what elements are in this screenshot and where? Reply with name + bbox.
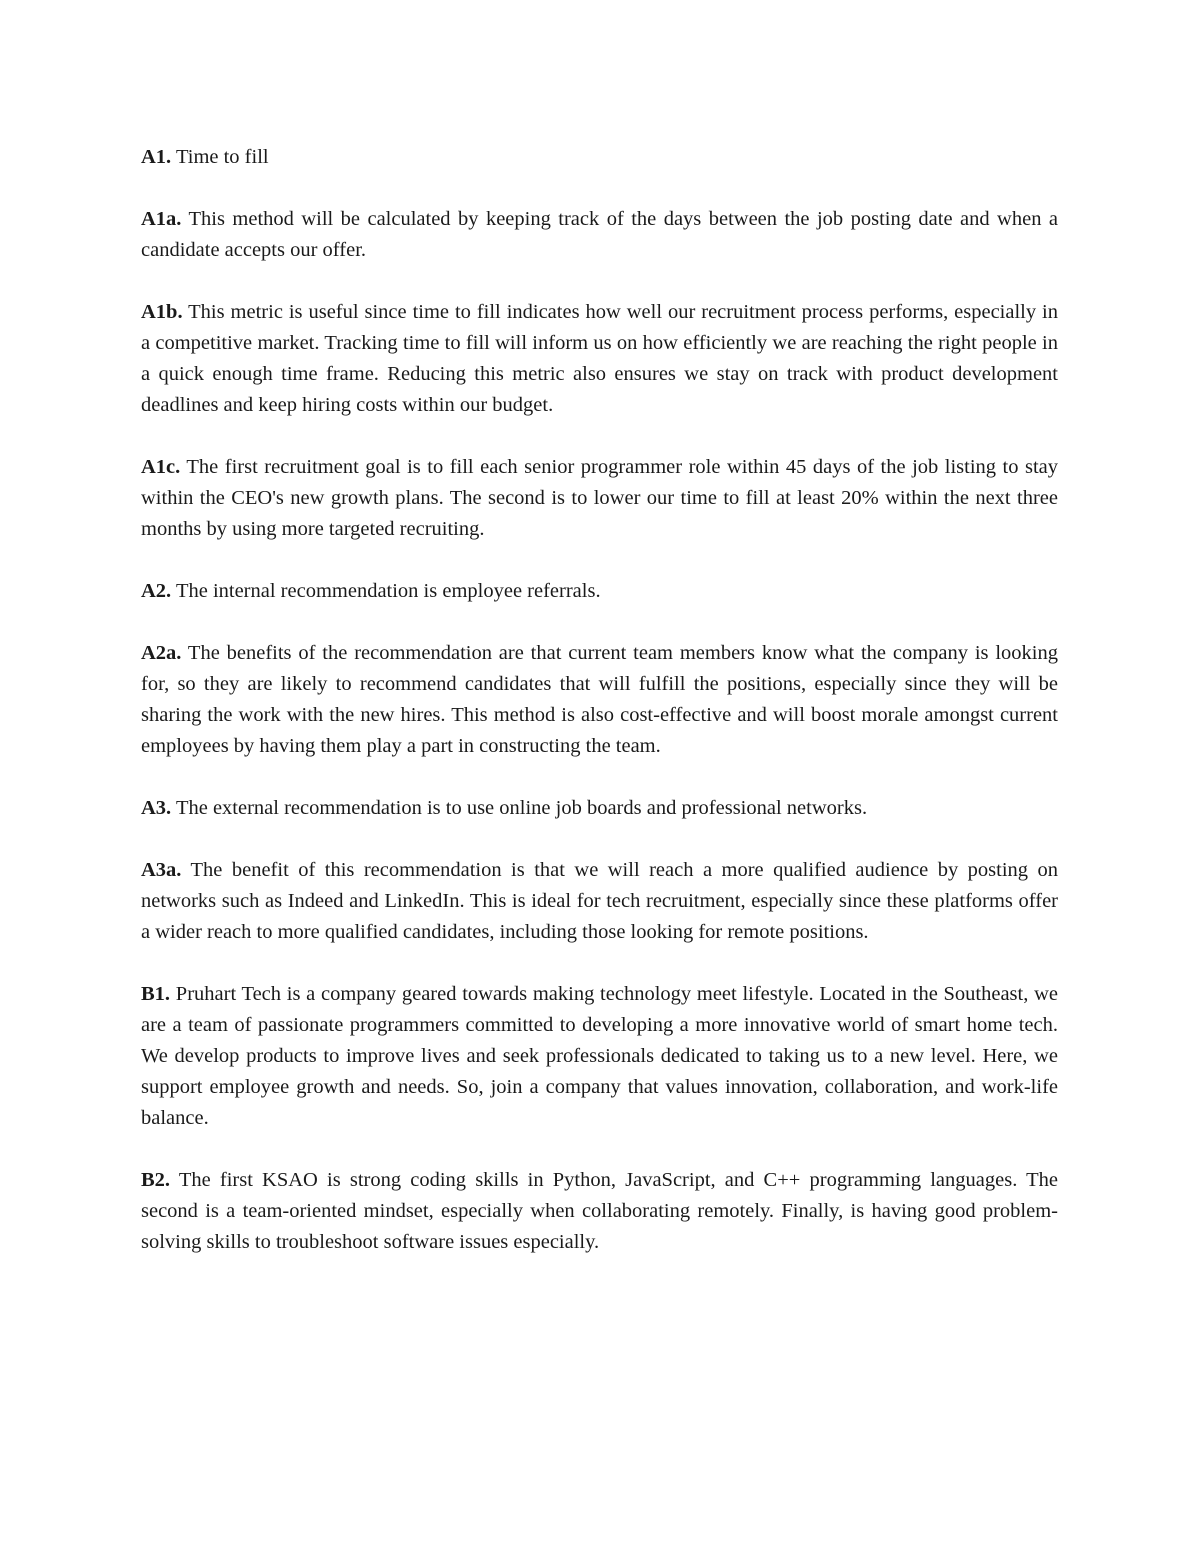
paragraph-b2 bbox=[141, 1165, 1058, 1258]
paragraph-a3a bbox=[141, 855, 1058, 948]
paragraph-label: B1. bbox=[141, 983, 171, 1005]
paragraph-text: The benefit of this recommendation is that we will reach a more qualified audience by posting on networks such as Indeed and LinkedIn. This is ideal for tech recruitment, especially since these platforms offer a wider reach to more qualified candidates, including those looking for remote positions. bbox=[141, 859, 1058, 943]
paragraph-label: A2. bbox=[141, 580, 172, 602]
paragraph-text: The first recruitment goal is to fill each senior programmer role within 45 days of the job listing to stay within the CEO's new growth plans. The second is to lower our time to fill at least 20% within the next three months by using more targeted recruiting. bbox=[141, 456, 1058, 540]
paragraph-text: This method will be calculated by keeping track of the days between the job posting date and when a candidate accepts our offer. bbox=[141, 208, 1058, 261]
paragraph-label: A1a. bbox=[141, 208, 182, 230]
paragraph-a1c bbox=[141, 452, 1058, 545]
paragraph-a1 bbox=[141, 142, 1058, 173]
paragraph-text: This metric is useful since time to fill indicates how well our recruitment process performs, especially in a competitive market. Tracking time to fill will inform us on how efficiently we are reaching the right people in a quick enough time frame. Reducing this metric also ensures we stay on track with product development deadlines and keep hiring costs within our budget. bbox=[141, 301, 1058, 416]
paragraph-label: A1c. bbox=[141, 456, 181, 478]
paragraph-text: Time to fill bbox=[171, 146, 269, 168]
paragraph-a2 bbox=[141, 576, 1058, 607]
paragraph-text: The first KSAO is strong coding skills in Python, JavaScript, and C++ programming languages. The second is a team-oriented mindset, especially when collaborating remotely. Finally, is having good problem-solving skills to troubleshoot software issues especially. bbox=[141, 1169, 1058, 1253]
paragraph-a3 bbox=[141, 793, 1058, 824]
paragraph-a2a bbox=[141, 638, 1058, 762]
paragraph-text: The external recommendation is to use online job boards and professional networks. bbox=[171, 797, 868, 819]
paragraph-text: The benefits of the recommendation are that current team members know what the company is looking for, so they are likely to recommend candidates that will fulfill the positions, especially since they will be sharing the work with the new hires. This method is also cost-effective and will boost morale amongst current employees by having them play a part in constructing the team. bbox=[141, 642, 1058, 757]
paragraph-b1 bbox=[141, 979, 1058, 1134]
paragraph-label: A1. bbox=[141, 146, 172, 168]
paragraph-label: A2a. bbox=[141, 642, 182, 664]
paragraph-text: The internal recommendation is employee referrals. bbox=[171, 580, 601, 602]
paragraph-a1a bbox=[141, 204, 1058, 266]
paragraph-label: A1b. bbox=[141, 301, 183, 323]
paragraph-label: B2. bbox=[141, 1169, 171, 1191]
document-page bbox=[141, 142, 1058, 1289]
paragraph-label: A3. bbox=[141, 797, 172, 819]
paragraph-a1b bbox=[141, 297, 1058, 421]
paragraph-text: Pruhart Tech is a company geared towards making technology meet lifestyle. Located in the Southeast, we are a team of passionate programmers committed to developing a more innovative world of smart home tech. We develop products to improve lives and seek professionals dedicated to taking us to a new level. Here, we support employee growth and needs. So, join a company that values innovation, collaboration, and work-life balance. bbox=[141, 983, 1058, 1129]
paragraph-label: A3a. bbox=[141, 859, 182, 881]
